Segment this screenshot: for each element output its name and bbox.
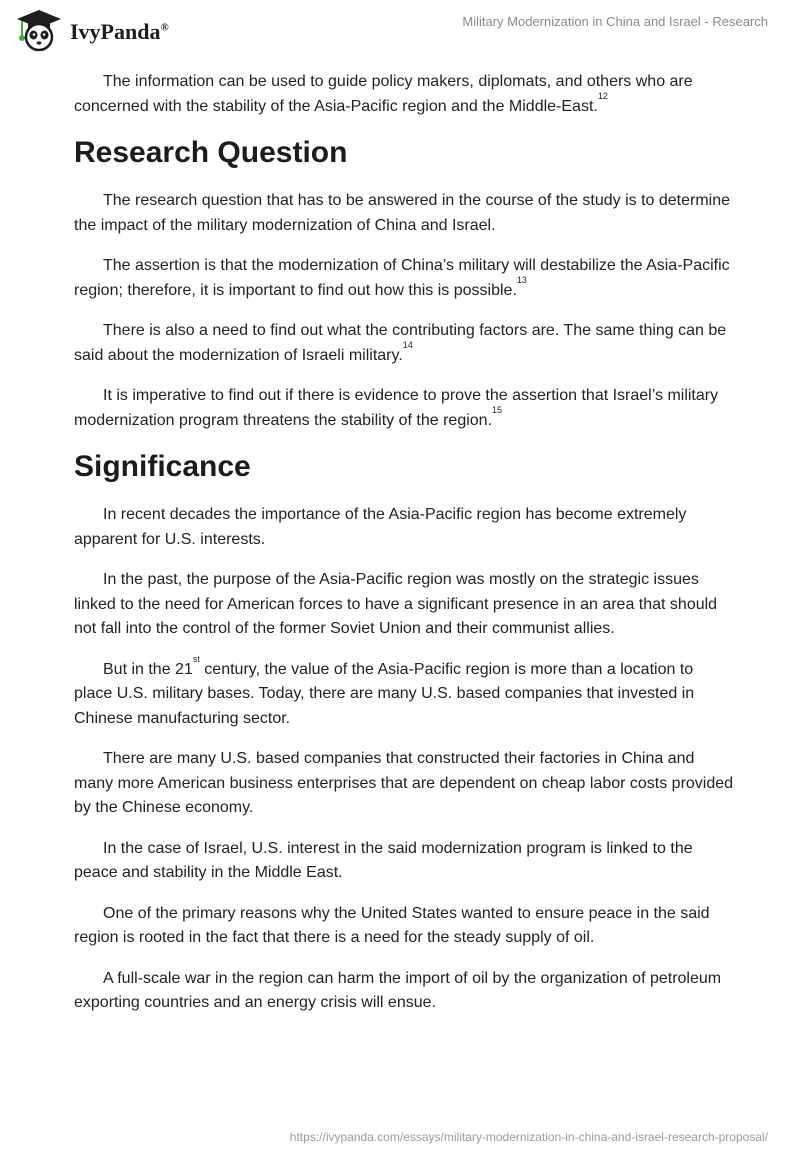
section-heading-research-question: Research Question (74, 136, 348, 169)
document-title: Military Modernization in China and Israel - Research (462, 14, 768, 29)
paragraph: One of the primary reasons why the United States wanted to ensure peace in the said region is rooted in the fact that there is a need for the steady supply of oil. (74, 904, 710, 946)
page-header (0, 0, 800, 60)
paragraph: There are many U.S. based companies that constructed their factories in China and many more American business enterprises that are dependent on cheap labor costs provided by the Chinese economy. (74, 750, 734, 816)
source-url[interactable]: https://ivypanda.com/essays/military-modernization-in-china-and-israel-research-proposal/ (289, 1130, 768, 1144)
paragraph: In the past, the purpose of the Asia-Pacific region was mostly on the strategic issues linked to the need for American forces to have a significant presence in an area that should not fall into the control of the former Soviet Union and their communist allies. (74, 571, 718, 637)
footnote-ref[interactable]: 14 (402, 339, 413, 350)
footnote-ref[interactable]: 12 (597, 90, 608, 101)
footnote-ref[interactable]: 13 (516, 274, 527, 285)
paragraph: The information can be used to guide policy makers, diplomats, and others who are concerned with the stability of the Asia-Pacific region and the Middle-East.$^{12}$ (74, 73, 693, 115)
logo[interactable] (14, 8, 169, 52)
paragraph: In the case of Israel, U.S. interest in the said modernization program is linked to the peace and stability in the Middle East. (74, 839, 693, 881)
section-heading-significance: Significance (74, 450, 251, 483)
logo-text (70, 19, 169, 45)
footnote-ref[interactable]: 15 (492, 404, 503, 415)
logo-name: IvyPanda (70, 19, 161, 44)
paragraph: But in the 21st century, the value of the Asia-Pacific region is more than a location to place U.S. military bases. Today, there are many U.S. based companies that invested in Chinese manufacturing sector. (74, 653, 695, 727)
panda-graduate-icon (14, 8, 64, 52)
paragraph: A full-scale war in the region can harm the import of oil by the organization of petroleum exporting countries and an energy crisis will ensue. (74, 969, 722, 1011)
paragraph: There is also a need to find out what the contributing factors are. The same thing can be said about the modernization of Israeli military.$^{14}$ (74, 322, 727, 364)
paragraph: The assertion is that the modernization of China’s military will destabilize the Asia-Pacific region; therefore, it is important to find out how this is possible.$^{13}$ (74, 257, 730, 299)
document-body (74, 70, 734, 1032)
paragraph: It is imperative to find out if there is evidence to prove the assertion that Israel’s military modernization program threatens the stability of the region.$^{15}$ (74, 387, 719, 429)
paragraph: In recent decades the importance of the Asia-Pacific region has become extremely apparent for U.S. interests. (74, 506, 687, 548)
registered-mark: ® (160, 21, 169, 34)
paragraph: The research question that has to be answered in the course of the study is to determine the impact of the military modernization of China and Israel. (74, 192, 731, 234)
ordinal-suffix: st (192, 653, 200, 664)
